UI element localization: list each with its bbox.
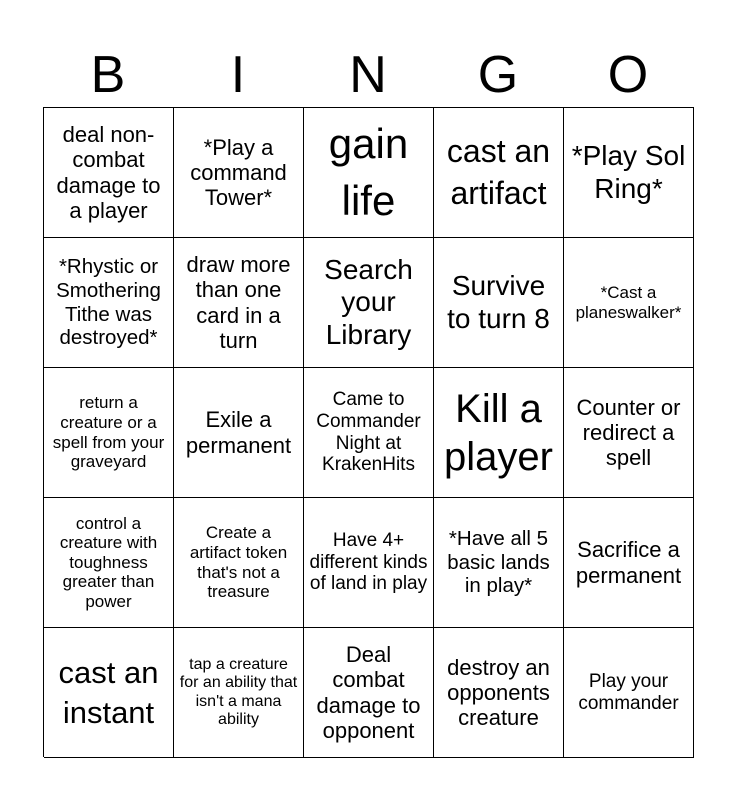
bingo-cell-1-3[interactable]: gain life [304,108,434,238]
bingo-cell-1-1[interactable]: deal non-combat damage to a player [44,108,174,238]
bingo-cell-2-4[interactable]: Survive to turn 8 [434,238,564,368]
bingo-cell-2-5[interactable]: *Cast a planeswalker* [564,238,694,368]
header-letter-o: O [607,46,649,104]
bingo-cell-4-4[interactable]: *Have all 5 basic lands in play* [434,498,564,628]
bingo-cell-4-5[interactable]: Sacrifice a permanent [564,498,694,628]
bingo-cell-3-2[interactable]: Exile a permanent [174,368,304,498]
bingo-cell-3-5[interactable]: Counter or redirect a spell [564,368,694,498]
bingo-cell-1-2[interactable]: *Play a command Tower* [174,108,304,238]
bingo-cell-2-2[interactable]: draw more than one card in a turn [174,238,304,368]
bingo-cell-1-5[interactable]: *Play Sol Ring* [564,108,694,238]
bingo-cell-3-1[interactable]: return a creature or a spell from your graveyard [44,368,174,498]
header-letter-n: N [349,46,387,104]
bingo-cell-5-1[interactable]: cast an instant [44,628,174,758]
bingo-cell-5-4[interactable]: destroy an opponents creature [434,628,564,758]
bingo-cell-4-3[interactable]: Have 4+ different kinds of land in play [304,498,434,628]
bingo-cell-5-5[interactable]: Play your commander [564,628,694,758]
bingo-cell-2-3[interactable]: Search your Library [304,238,434,368]
header-letter-b: B [90,46,126,104]
bingo-cell-2-1[interactable]: *Rhystic or Smothering Tithe was destroyed* [44,238,174,368]
bingo-cell-3-3[interactable]: Came to Commander Night at KrakenHits [304,368,434,498]
bingo-cell-3-4[interactable]: Kill a player [434,368,564,498]
header-letter-g: G [477,46,519,104]
bingo-cell-5-3[interactable]: Deal combat damage to opponent [304,628,434,758]
bingo-cell-1-4[interactable]: cast an artifact [434,108,564,238]
bingo-grid [43,107,694,757]
header-letter-i: I [230,46,246,104]
bingo-header [43,44,693,106]
bingo-cell-5-2[interactable]: tap a creature for an ability that isn't a mana ability [174,628,304,758]
bingo-cell-4-1[interactable]: control a creature with toughness greater than power [44,498,174,628]
bingo-cell-4-2[interactable]: Create a artifact token that's not a treasure [174,498,304,628]
